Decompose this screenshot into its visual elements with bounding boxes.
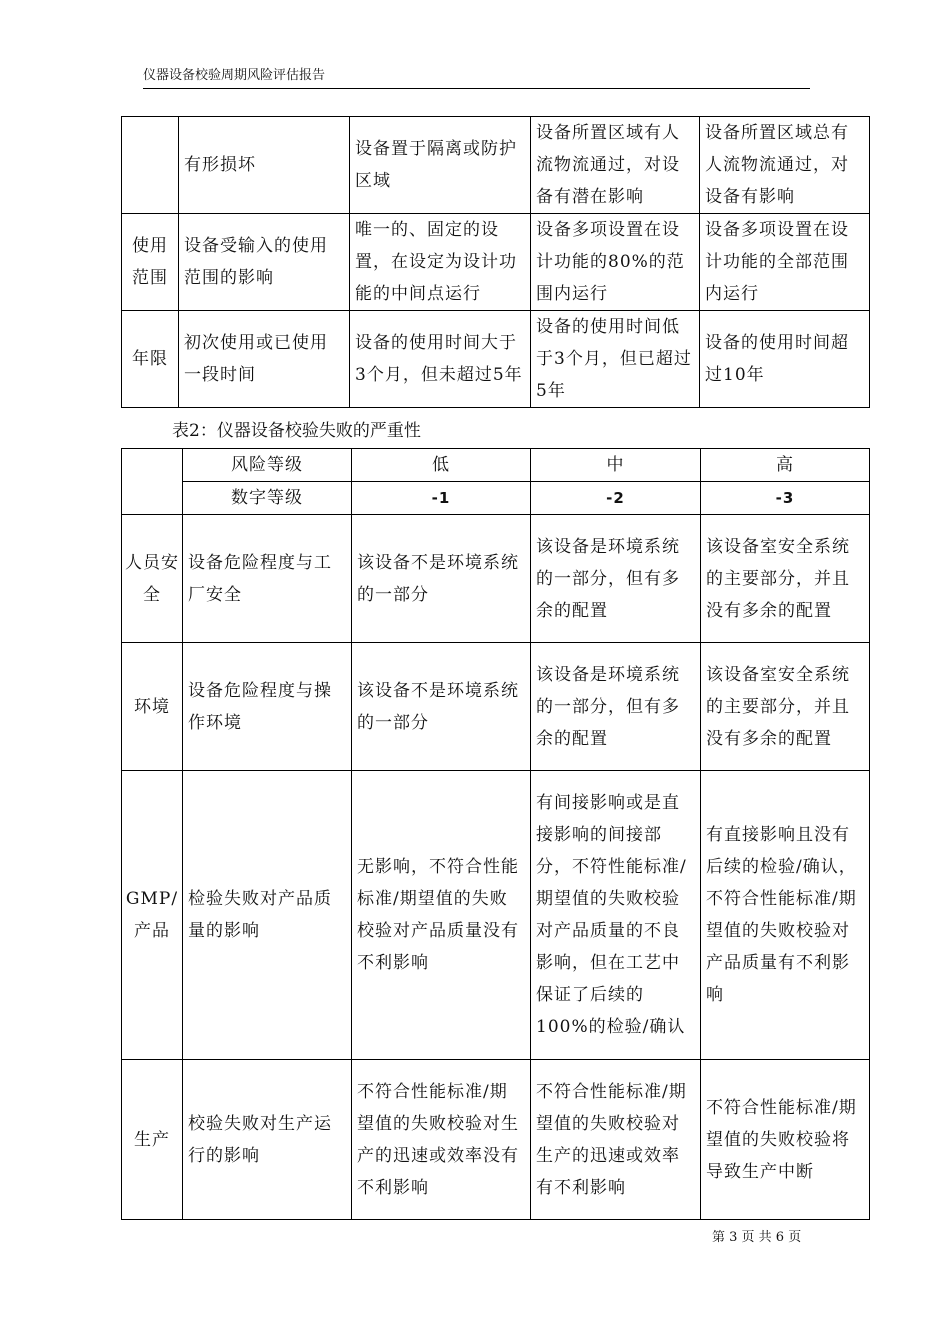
low-level-cell: 设备的使用时间大于3个月，但未超过5年 [350,311,531,408]
low-level-cell: 唯一的、固定的设置，在设定为设计功能的中间点运行 [350,214,531,311]
table-row [122,214,870,311]
mid-header: 中 [531,449,701,482]
mid-level-cell: 设备所置区域有人流物流通过，对设备有潜在影响 [531,117,700,214]
low-header: 低 [352,449,531,482]
table-header-row [122,482,870,515]
high-level-cell: 设备所置区域总有人流物流通过，对设备有影响 [700,117,870,214]
high-header: 高 [701,449,870,482]
low-level-cell: 不符合性能标准/期望值的失败校验对生产的迅速或效率没有不利影响 [352,1060,531,1220]
risk-factor-table-continued [121,116,870,408]
table-row [122,515,870,643]
risk-factor-cell: 设备危险程度与操作环境 [183,643,352,771]
risk-factor-cell: 检验失败对产品质量的影响 [183,771,352,1060]
mid-level-cell: 设备多项设置在设计功能的80%的范围内运行 [531,214,700,311]
high-level-cell: 设备多项设置在设计功能的全部范围内运行 [700,214,870,311]
page-header [143,66,810,89]
header-title: 仪器设备校验周期风险评估报告 [143,68,326,83]
high-level-cell: 不符合性能标准/期望值的失败校验将导致生产中断 [701,1060,870,1220]
page-number: 第 3 页 共 6 页 [712,1230,802,1245]
numeric-level-header: 数字等级 [183,482,352,515]
high-numeric: -3 [701,482,870,515]
row-label: 人员安全 [122,515,183,643]
risk-factor-cell: 设备受输入的使用范围的影响 [179,214,350,311]
mid-numeric: -2 [531,482,701,515]
mid-level-cell: 不符合性能标准/期望值的失败校验对生产的迅速或效率有不利影响 [531,1060,701,1220]
row-label: 生产 [122,1060,183,1220]
row-label [122,117,179,214]
table-row [122,771,870,1060]
risk-factor-cell: 设备危险程度与工厂安全 [183,515,352,643]
mid-level-cell: 设备的使用时间低于3个月，但已超过5年 [531,311,700,408]
low-level-cell: 无影响，不符合性能标准/期望值的失败校验对产品质量没有不利影响 [352,771,531,1060]
table-row [122,1060,870,1220]
row-label: 年限 [122,311,179,408]
corner-cell [122,449,183,515]
table-row [122,117,870,214]
high-level-cell: 该设备室安全系统的主要部分，并且没有多余的配置 [701,515,870,643]
page-footer [712,1228,801,1248]
low-level-cell: 该设备不是环境系统的一部分 [352,515,531,643]
risk-factor-cell: 有形损坏 [179,117,350,214]
row-label: 使用范围 [122,214,179,311]
high-level-cell: 设备的使用时间超过10年 [700,311,870,408]
mid-level-cell: 有间接影响或是直接影响的间接部分，不符性能标准/期望值的失败校验对产品质量的不良影响，但在工艺中保证了后续的100%的检验/确认 [531,771,701,1060]
risk-factor-cell: 校验失败对生产运行的影响 [183,1060,352,1220]
row-label: 环境 [122,643,183,771]
row-label: GMP/产品 [122,771,183,1060]
high-level-cell: 该设备室安全系统的主要部分，并且没有多余的配置 [701,643,870,771]
mid-level-cell: 该设备是环境系统的一部分，但有多余的配置 [531,643,701,771]
severity-table [121,448,870,1220]
low-level-cell: 设备置于隔离或防护区域 [350,117,531,214]
table-header-row [122,449,870,482]
low-numeric: -1 [352,482,531,515]
high-level-cell: 有直接影响且没有后续的检验/确认，不符合性能标准/期望值的失败校验对产品质量有不利影响 [701,771,870,1060]
risk-factor-cell: 初次使用或已使用一段时间 [179,311,350,408]
low-level-cell: 该设备不是环境系统的一部分 [352,643,531,771]
mid-level-cell: 该设备是环境系统的一部分，但有多余的配置 [531,515,701,643]
table-row [122,311,870,408]
table-caption: 表2：仪器设备校验失败的严重性 [172,421,421,441]
table-row [122,643,870,771]
risk-level-header: 风险等级 [183,449,352,482]
